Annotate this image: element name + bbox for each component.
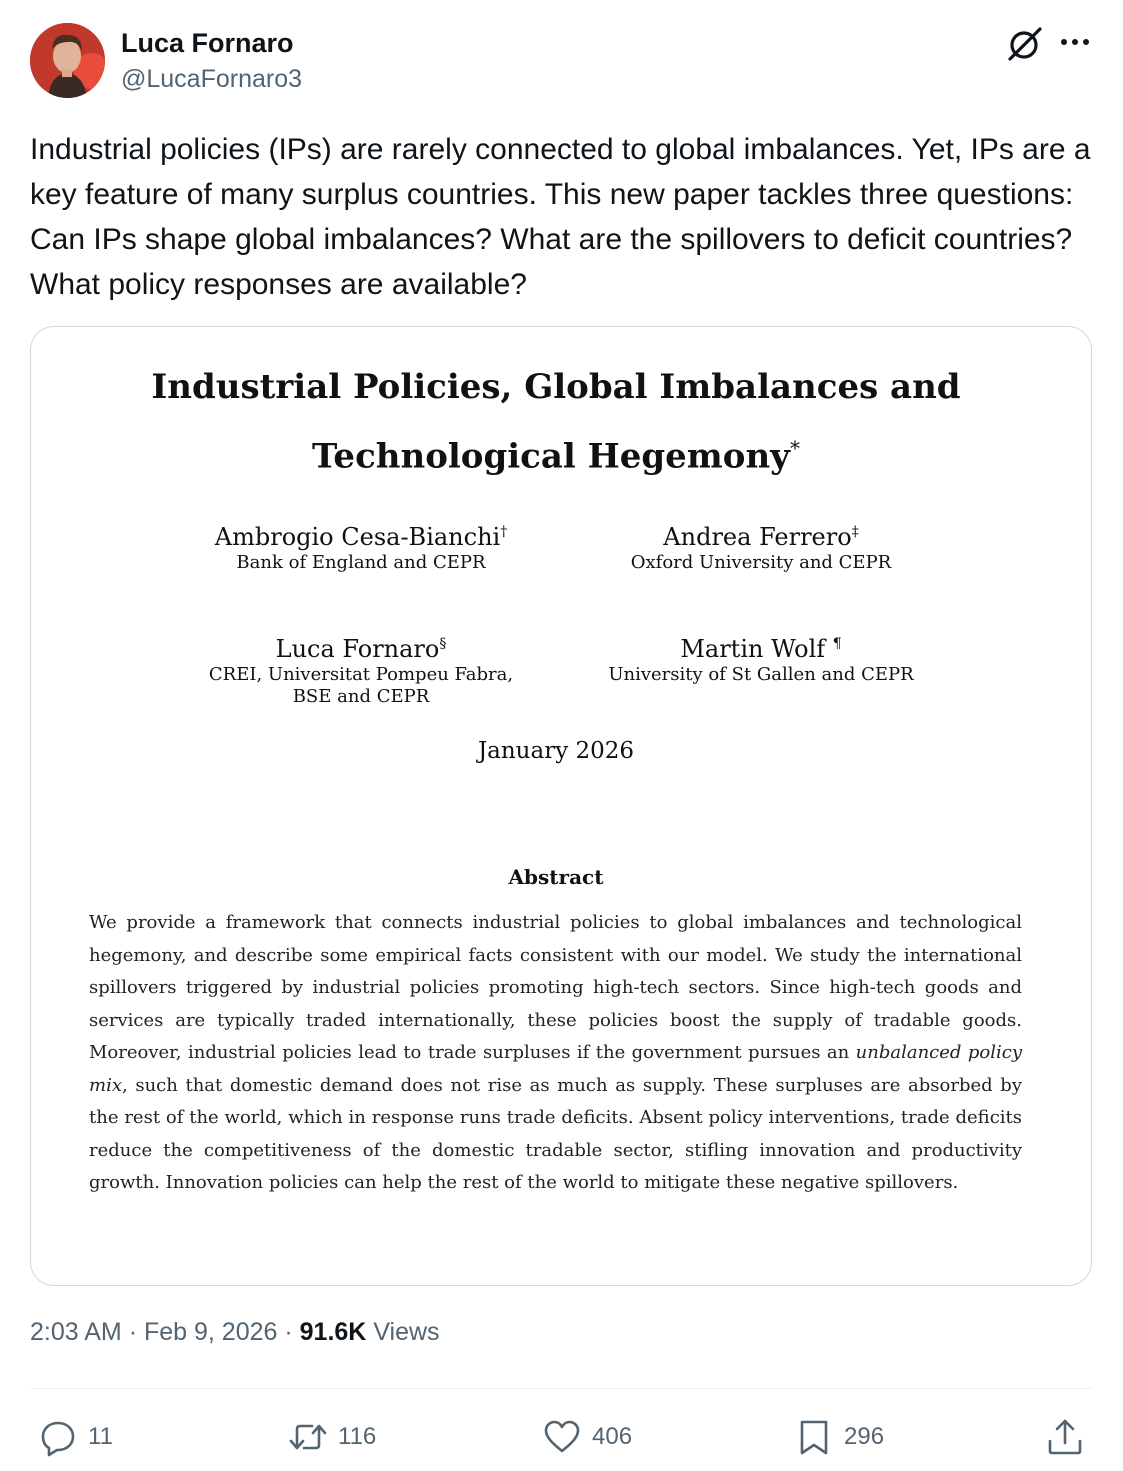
reply-icon <box>38 1417 78 1457</box>
author-2-name: Andrea Ferrero <box>663 523 852 551</box>
author-4-mark: ¶ <box>832 636 842 652</box>
repost-icon <box>288 1417 328 1457</box>
author-4-name: Martin Wolf <box>680 635 826 663</box>
repost-button[interactable] <box>288 1415 376 1459</box>
share-button[interactable] <box>1045 1415 1085 1459</box>
reply-count: 11 <box>88 1423 113 1450</box>
author-1-mark: † <box>500 524 508 540</box>
abstract-body <box>89 907 1022 1200</box>
tweet-meta <box>30 1318 440 1347</box>
meta-separator-2: · <box>284 1318 293 1346</box>
like-count: 406 <box>592 1423 633 1450</box>
bookmark-button[interactable] <box>794 1415 884 1459</box>
bookmark-count: 296 <box>844 1423 885 1450</box>
paper-author-3 <box>171 629 551 708</box>
more-options-icon[interactable] <box>1057 27 1093 57</box>
tweet-time[interactable]: 2:03 AM <box>30 1318 122 1346</box>
bookmark-icon <box>794 1417 834 1457</box>
avatar[interactable] <box>30 23 105 98</box>
abstract-part1: We provide a framework that connects industrial policies to global imbalances and technological hegemony, and describe some empirical facts consistent with our model. We study the international spillovers triggered by industrial policies promoting high-tech sectors. Since high-tech goods and services are typically traded internationally, these policies boost the supply of tradable goods. Moreover, industrial policies lead to trade surpluses if the government pursues an <box>89 912 1022 1063</box>
author-3-name: Luca Fornaro <box>275 635 440 663</box>
author-3-affiliation-line1: CREI, Universitat Pompeu Fabra, <box>208 664 514 685</box>
paper-author-2 <box>571 517 951 574</box>
abstract-part2: , such that domestic demand does not rise as much as supply. These surpluses are absorbed by the rest of the world, which in response runs trade deficits. Absent policy interventions, trade deficits reduce the competitiveness of the domestic tradable sector, stifling innovation and productivity growth. Innovation policies can help the rest of the world to mitigate these negative spillovers. <box>89 1074 1022 1193</box>
grok-icon[interactable] <box>1005 25 1043 63</box>
author-4-affiliation: University of St Gallen and CEPR <box>608 664 914 685</box>
views-label: Views <box>373 1318 440 1346</box>
paper-title-line1: Industrial Policies, Global Imbalances and <box>151 367 961 407</box>
tweet-date[interactable]: Feb 9, 2026 <box>143 1318 278 1346</box>
author-1-name: Ambrogio Cesa-Bianchi <box>214 523 501 551</box>
paper-author-1 <box>171 517 551 574</box>
author-3-mark: § <box>439 636 447 652</box>
abstract-emphasis: unbalanced policy mix <box>89 1042 1022 1096</box>
share-icon <box>1045 1417 1085 1457</box>
tweet-text: Industrial policies (IPs) are rarely connected to global imbalances. Yet, IPs are a key feature of many surplus countries. This new paper tackles three questions: Can IPs shape global imbalances? What are the spillovers to deficit countries? What policy responses are available? <box>30 133 1091 301</box>
author-2-affiliation: Oxford University and CEPR <box>630 552 892 573</box>
repost-count: 116 <box>338 1423 377 1450</box>
paper-author-4 <box>571 629 951 686</box>
heart-icon <box>542 1417 582 1457</box>
meta-separator: · <box>128 1318 138 1346</box>
author-name[interactable]: Luca Fornaro <box>121 28 294 58</box>
divider <box>30 1388 1092 1389</box>
paper-title-line2: Technological Hegemony <box>312 436 790 477</box>
views-count: 91.6K <box>299 1318 367 1346</box>
like-button[interactable] <box>542 1415 632 1459</box>
abstract-heading: Abstract <box>508 865 604 889</box>
paper-date: January 2026 <box>477 738 635 764</box>
author-1-affiliation: Bank of England and CEPR <box>236 552 486 573</box>
paper-title <box>31 357 1081 487</box>
author-handle[interactable]: @LucaFornaro3 <box>121 65 303 93</box>
reply-button[interactable] <box>38 1415 113 1459</box>
author-3-affiliation-line2: BSE and CEPR <box>292 686 430 707</box>
author-2-mark: ‡ <box>851 524 859 540</box>
paper-title-mark: * <box>789 436 800 460</box>
attached-paper-image[interactable] <box>30 326 1092 1286</box>
